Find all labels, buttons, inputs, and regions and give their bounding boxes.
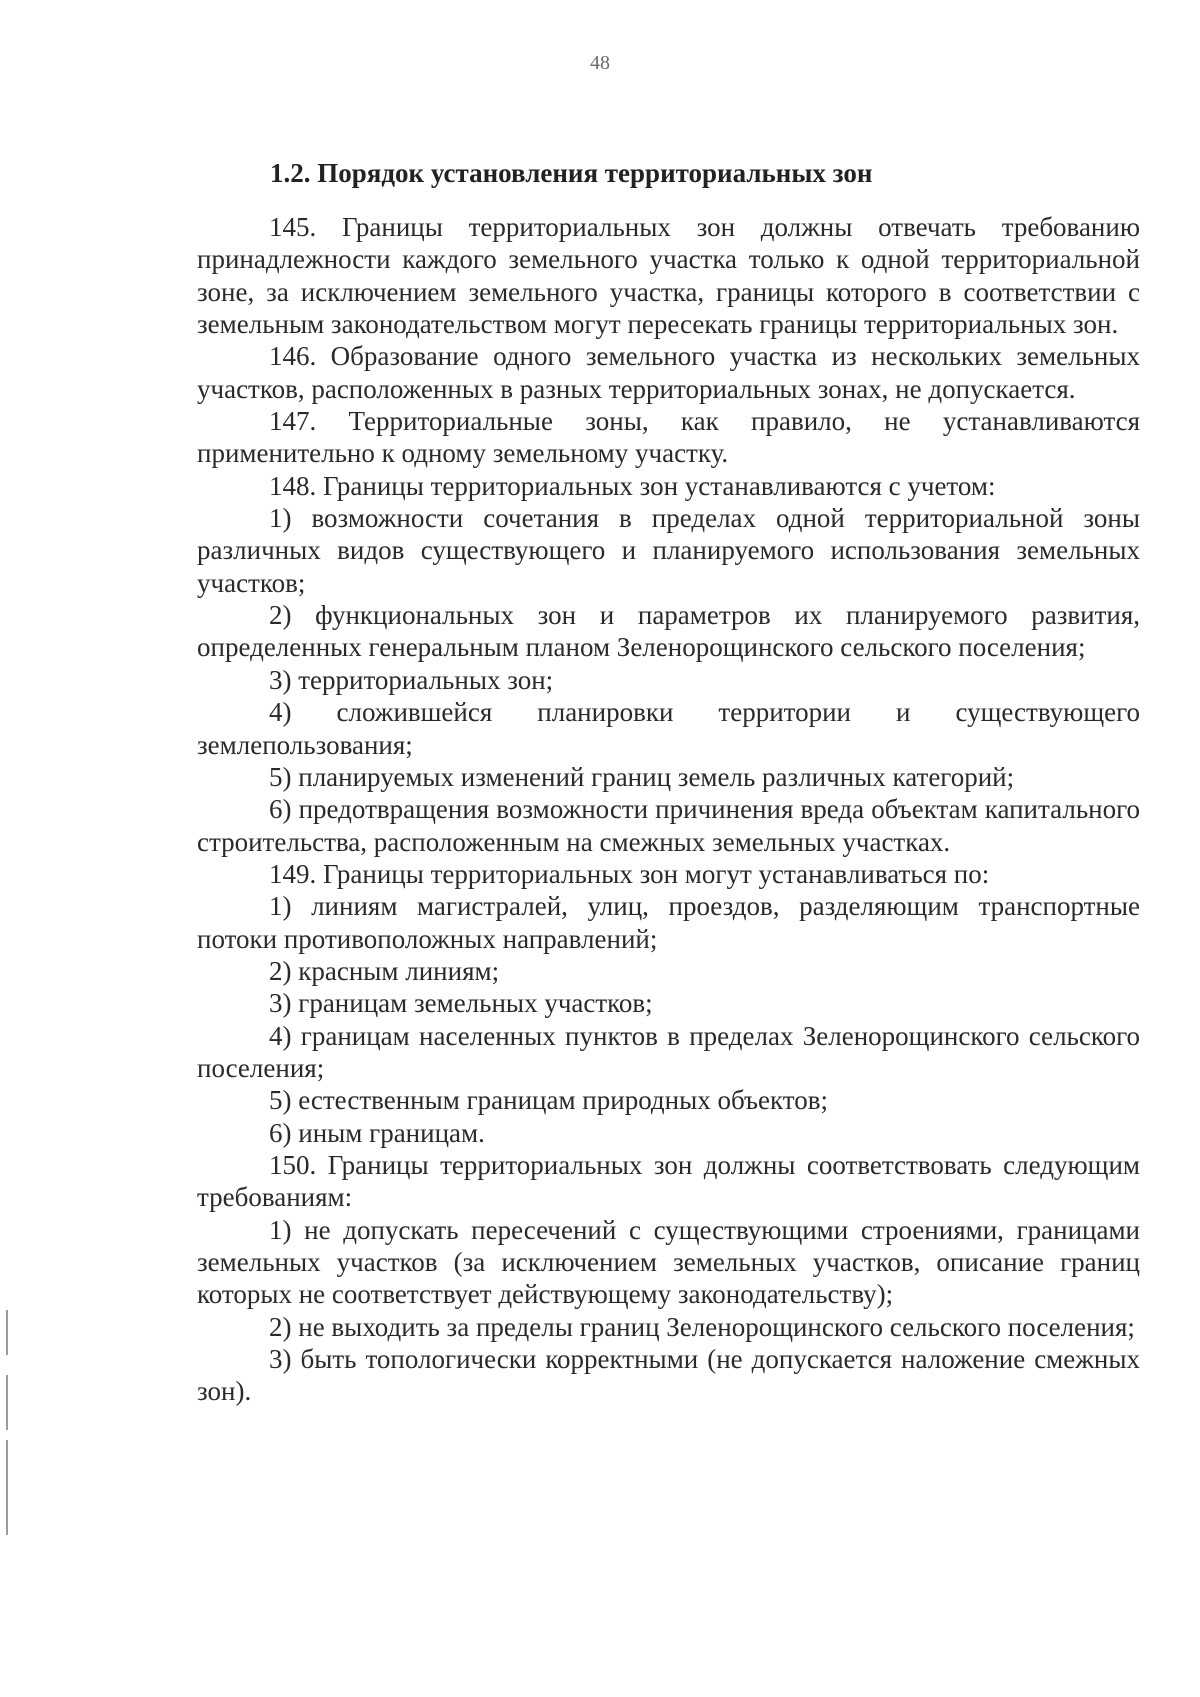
paragraph: 149. Границы территориальных зон могут устанавливаться по: xyxy=(269,858,990,889)
paragraph: 150. Границы территориальных зон должны соответствовать следующим требованиям: xyxy=(197,1149,1140,1213)
paragraph: 147. Территориальные зоны, как правило, не устанавливаются применительно к одному земельному участку. xyxy=(197,406,1140,469)
list-item: 1) не допускать пересечений с существующими строениями, границами земельных участков (за исключением земельных участков, описание границ которых не соответствует действующему законодательству); xyxy=(197,1214,1140,1310)
list-item: 3) территориальных зон; xyxy=(269,664,554,695)
document-body xyxy=(197,211,1140,1408)
list-item: 5) планируемых изменений границ земель различных категорий; xyxy=(269,761,1015,792)
paragraph: 145. Границы территориальных зон должны отвечать требованию принадлежности каждого земельного участка только к одной территориальной зоне, за исключением земельного участка, границы которого в соответствии с земельным законодательством могут пересекать границы территориальных зон. xyxy=(197,212,1140,340)
list-item: 6) иным границам. xyxy=(269,1117,485,1148)
paragraph: 148. Границы территориальных зон устанавливаются с учетом: xyxy=(269,470,996,501)
section-heading: 1.2. Порядок установления территориальных зон xyxy=(270,158,873,188)
scan-margin-mark xyxy=(6,1375,8,1430)
paragraph: 146. Образование одного земельного участка из нескольких земельных участков, расположенных в разных территориальных зонах, не допускается. xyxy=(197,341,1140,404)
list-item: 1) возможности сочетания в пределах одной территориальной зоны различных видов существующего и планируемого использования земельных участков; xyxy=(197,503,1140,598)
list-item: 3) быть топологически корректными (не допускается наложение смежных зон). xyxy=(197,1344,1140,1407)
list-item: 3) границам земельных участков; xyxy=(269,988,653,1019)
scan-margin-mark xyxy=(6,1440,8,1535)
list-item: 2) красным линиям; xyxy=(269,955,500,986)
list-item: 4) сложившейся планировки территории и существующего землепользования; xyxy=(197,697,1140,760)
list-item: 2) не выходить за пределы границ Зеленорощинского сельского поселения; xyxy=(269,1311,1135,1342)
scan-margin-mark xyxy=(6,1310,8,1355)
list-item: 5) естественным границам природных объектов; xyxy=(269,1085,828,1116)
list-item: 2) функциональных зон и параметров их планируемого развития, определенных генеральным планом Зеленорощинского сельского поселения; xyxy=(197,600,1140,663)
list-item: 4) границам населенных пунктов в пределах Зеленорощинского сельского поселения; xyxy=(197,1020,1140,1083)
list-item: 6) предотвращения возможности причинения вреда объектам капитального строительства, расположенным на смежных земельных участках. xyxy=(197,794,1140,857)
page-number: 48 xyxy=(590,52,610,74)
list-item: 1) линиям магистралей, улиц, проездов, разделяющим транспортные потоки противоположных направлений; xyxy=(197,891,1140,954)
